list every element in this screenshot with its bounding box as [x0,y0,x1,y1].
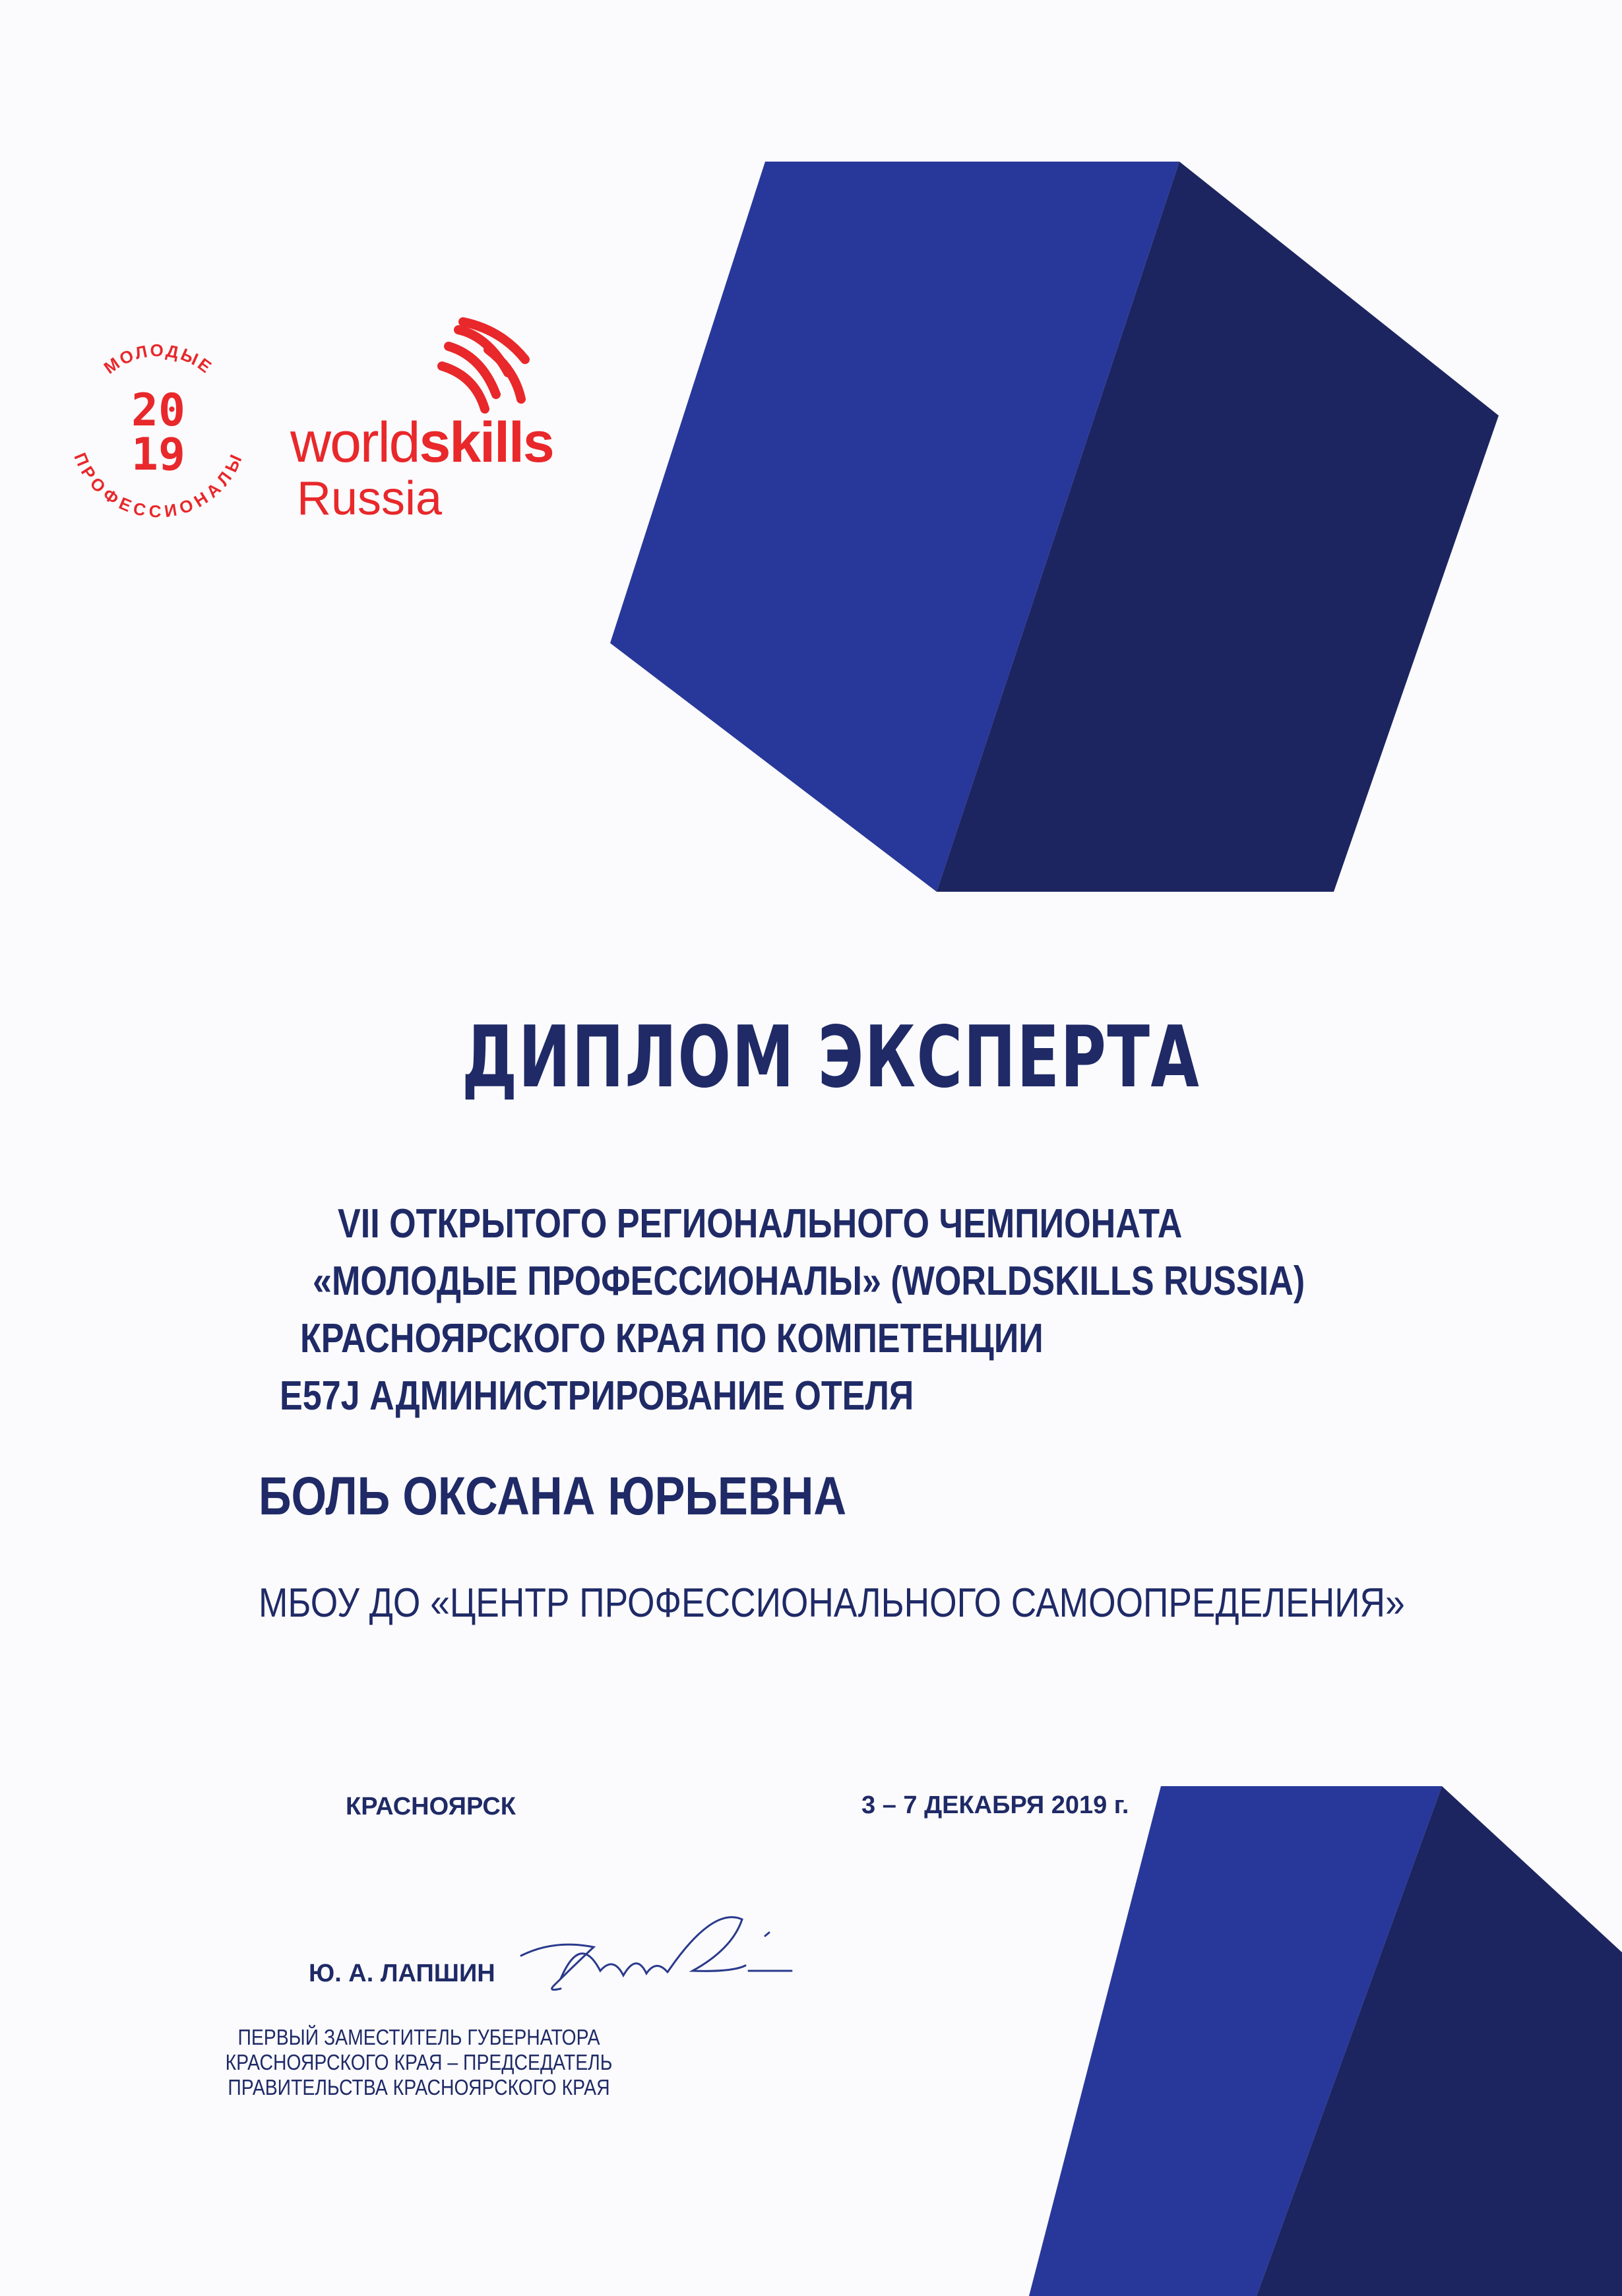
event-dates: 3 – 7 ДЕКАБРЯ 2019 г. [861,1791,1129,1819]
signer-name: Ю. А. ЛАПШИН [309,1960,495,1987]
decorative-cube-bottom [0,1748,1622,2296]
event-city: КРАСНОЯРСК [346,1793,516,1820]
recipient-name: БОЛЬ ОКСАНА ЮРЬЕВНА [259,1466,847,1526]
signer-position-line: ПЕРВЫЙ ЗАМЕСТИТЕЛЬ ГУБЕРНАТОРА [237,2025,600,2049]
logo-year-bottom: 19 [131,429,185,481]
svg-text:МОЛОДЫЕ [100,340,217,378]
logo-arc-bottom-text: ПРОФЕССИОНАЛЫ [70,450,247,522]
worldskills-wordmark [290,411,553,474]
worldskills-word-light: world [290,411,420,474]
subtitle-line: VII ОТКРЫТОГО РЕГИОНАЛЬНОГО ЧЕМПИОНАТА [338,1201,1183,1247]
diploma-title: ДИПЛОМ ЭКСПЕРТА [462,1008,1201,1107]
signer-position-line: ПРАВИТЕЛЬСТВА КРАСНОЯРСКОГО КРАЯ [228,2075,610,2099]
logo-arc-top-text: МОЛОДЫЕ [100,340,217,378]
recipient-organization: МБОУ ДО «ЦЕНТР ПРОФЕССИОНАЛЬНОГО САМООПРЕДЕЛЕНИЯ» [259,1580,1405,1626]
molodye-professionaly-logo [59,330,257,528]
subtitle-line: E57J АДМИНИСТРИРОВАНИЕ ОТЕЛЯ [280,1373,914,1419]
subtitle-line: «МОЛОДЫЕ ПРОФЕССИОНАЛЫ» (WORLDSKILLS RUSSIA) [313,1258,1305,1304]
worldskills-country: Russia [297,472,443,525]
handwritten-signature [515,1893,818,2005]
worldskills-word-bold: skills [419,411,553,474]
signer-position-line: КРАСНОЯРСКОГО КРАЯ – ПРЕДСЕДАТЕЛЬ [225,2050,613,2074]
subtitle-line: КРАСНОЯРСКОГО КРАЯ ПО КОМПЕТЕНЦИИ [300,1316,1044,1361]
logo-year-top: 20 [131,385,185,437]
